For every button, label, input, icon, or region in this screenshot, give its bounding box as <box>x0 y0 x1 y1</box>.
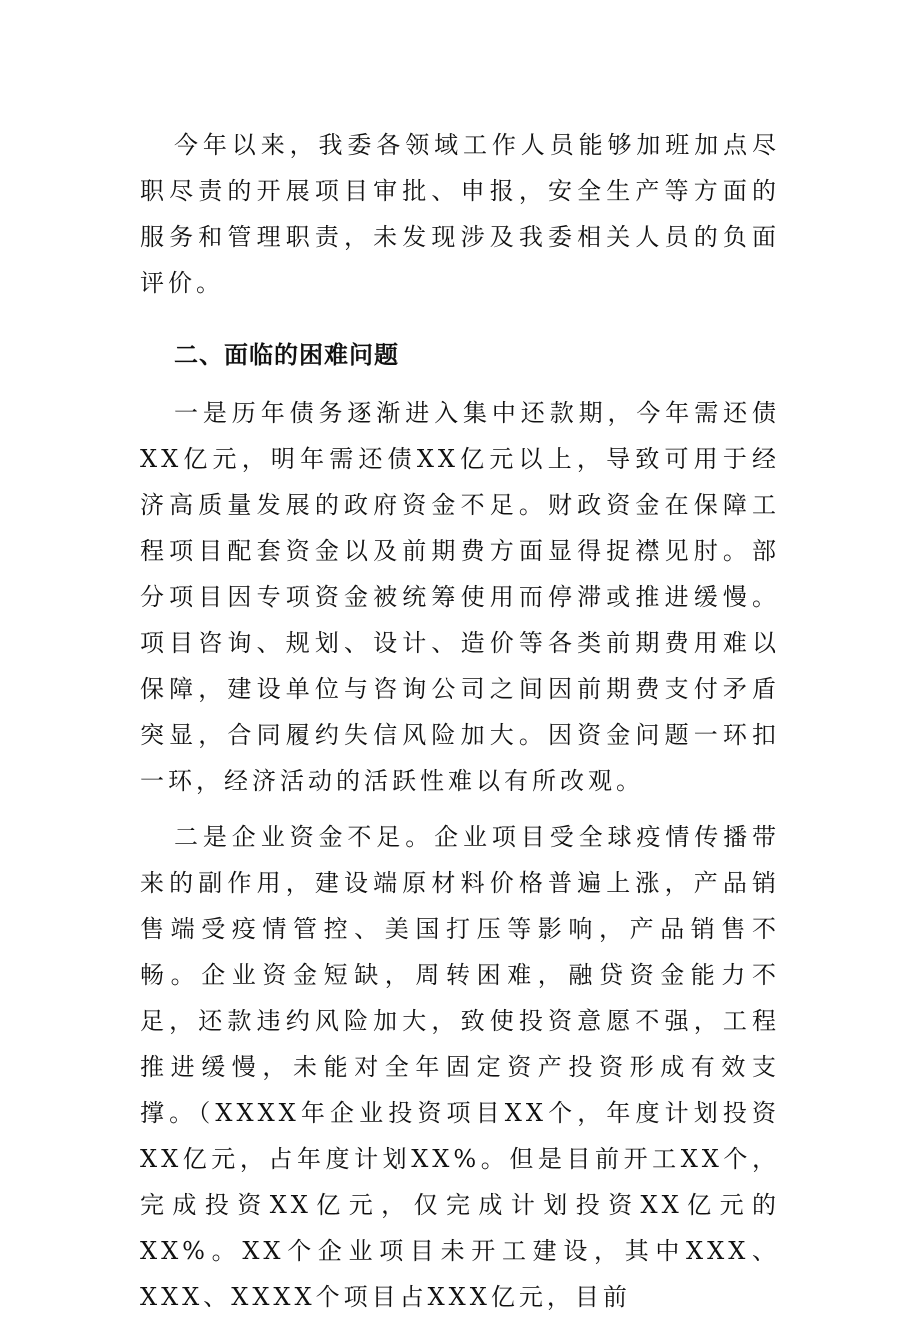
document-body <box>140 122 780 1320</box>
paragraph-debt: 一是历年债务逐渐进入集中还款期，今年需还债XX亿元，明年需还债XX亿元以上，导致可用于经济高质量发展的政府资金不足。财政资金在保障工程项目配套资金以及前期费方面显得捉襟见肘。部分项目因专项资金被统筹使用而停滞或推进缓慢。项目咨询、规划、设计、造价等各类前期费用难以保障，建设单位与咨询公司之间因前期费支付矛盾突显，合同履约失信风险加大。因资金问题一环扣一环，经济活动的活跃性难以有所改观。 <box>140 399 780 795</box>
section-heading: 二、面临的困难问题 <box>174 341 399 369</box>
paragraph-enterprise: 二是企业资金不足。企业项目受全球疫情传播带来的副作用，建设端原材料价格普遍上涨，产品销售端受疫情管控、美国打压等影响，产品销售不畅。企业资金短缺，周转困难，融贷资金能力不足，还款违约风险加大，致使投资意愿不强，工程推进缓慢，未能对全年固定资产投资形成有效支撑。（XXXX年企业投资项目XX个，年度计划投资XX亿元，占年度计划XX%。但是目前开工XX个，完成投资XX亿元，仅完成计划投资XX亿元的XX%。XX个企业项目未开工建设，其中XXX、XXX、XXXX个项目占XXX亿元，目前 <box>140 823 780 1311</box>
paragraph-intro: 今年以来，我委各领域工作人员能够加班加点尽职尽责的开展项目审批、申报，安全生产等方面的服务和管理职责，未发现涉及我委相关人员的负面评价。 <box>140 131 780 297</box>
